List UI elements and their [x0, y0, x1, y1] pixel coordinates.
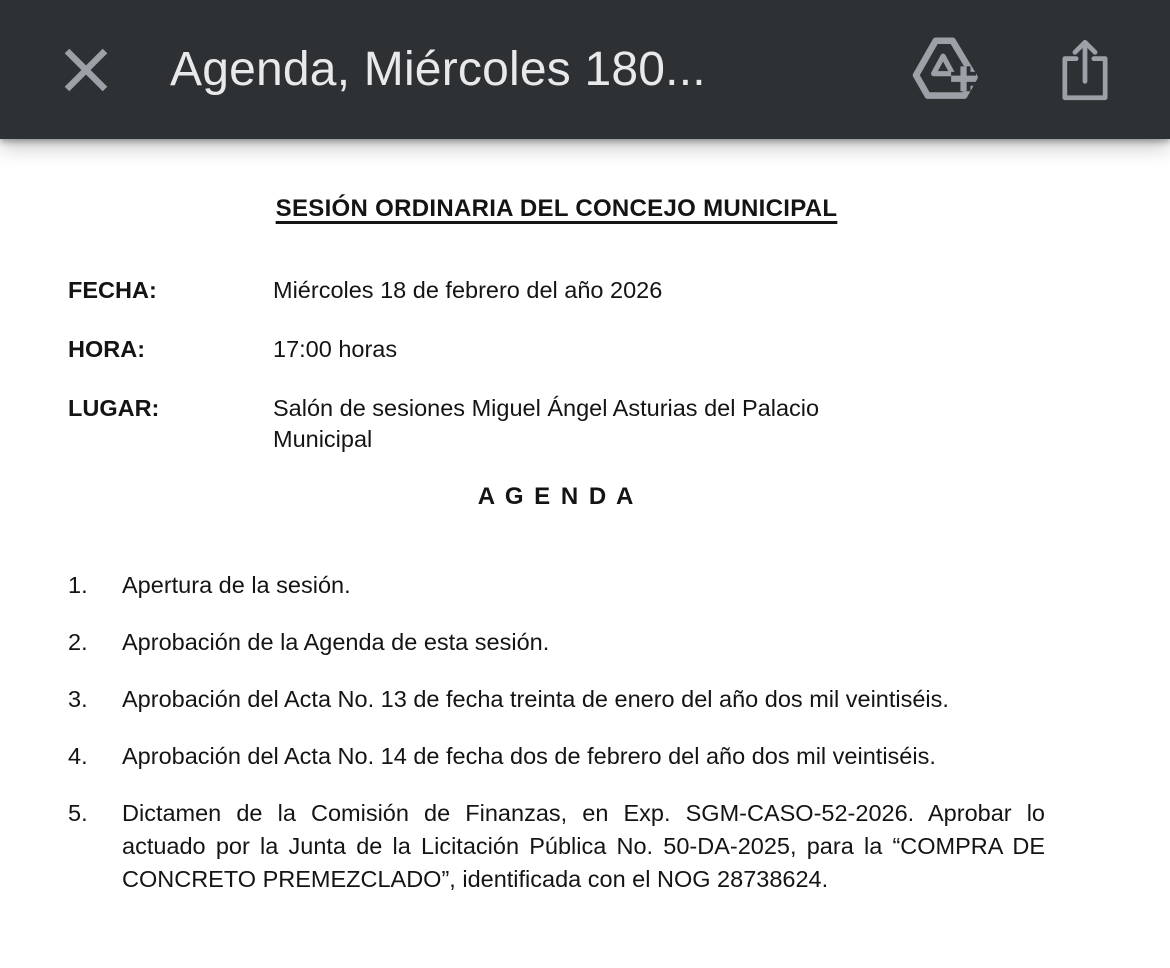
meta-row-hora — [68, 334, 1045, 365]
share-icon — [1056, 36, 1114, 104]
document-viewport[interactable] — [0, 139, 1170, 968]
list-item — [68, 740, 1045, 773]
list-item — [68, 626, 1045, 659]
list-item — [68, 797, 1045, 896]
item-text: Dictamen de la Comisión de Finanzas, en Exp. SGM-CASO-52-2026. Aprobar lo actuado por la Junta de la Licitación Pública No. 50-DA-2025, para la “COMPRA DE CONCRETO PREMEZCLADO”, identificada con el NOG 28738624. — [122, 800, 1045, 892]
item-text: Apertura de la sesión. — [122, 572, 351, 598]
close-button[interactable] — [58, 42, 114, 98]
item-text: Aprobación del Acta No. 13 de fecha treinta de enero del año dos mil veintiséis. — [122, 686, 949, 712]
item-number: 3. — [68, 686, 88, 712]
meta-row-fecha — [68, 275, 1045, 306]
item-number: 4. — [68, 743, 88, 769]
item-number: 1. — [68, 572, 88, 598]
item-number: 5. — [68, 800, 88, 826]
agenda-heading: A G E N D A — [477, 483, 636, 510]
meta-row-lugar — [68, 393, 1045, 455]
meta-label: LUGAR: — [68, 395, 160, 421]
close-icon — [58, 42, 114, 98]
add-to-drive-button[interactable] — [908, 31, 984, 109]
add-to-drive-icon — [908, 31, 984, 109]
item-text: Aprobación de la Agenda de esta sesión. — [122, 629, 550, 655]
agenda-list — [68, 569, 1045, 896]
meta-label: HORA: — [68, 336, 146, 362]
document-title: Agenda, Miércoles 180... — [170, 43, 706, 96]
session-heading: SESIÓN ORDINARIA DEL CONCEJO MUNICIPAL — [275, 195, 838, 222]
list-item — [68, 569, 1045, 602]
share-button[interactable] — [1056, 36, 1114, 104]
item-text: Aprobación del Acta No. 14 de fecha dos de febrero del año dos mil veintiséis. — [122, 743, 936, 769]
item-number: 2. — [68, 629, 88, 655]
meta-value: Miércoles 18 de febrero del año 2026 — [273, 277, 663, 303]
session-meta — [68, 275, 1045, 455]
meta-value: 17:00 horas — [273, 336, 398, 362]
viewer-header — [0, 0, 1170, 139]
meta-value: Salón de sesiones Miguel Ángel Asturias del Palacio Municipal — [273, 395, 820, 452]
list-item — [68, 683, 1045, 716]
meta-label: FECHA: — [68, 277, 157, 303]
